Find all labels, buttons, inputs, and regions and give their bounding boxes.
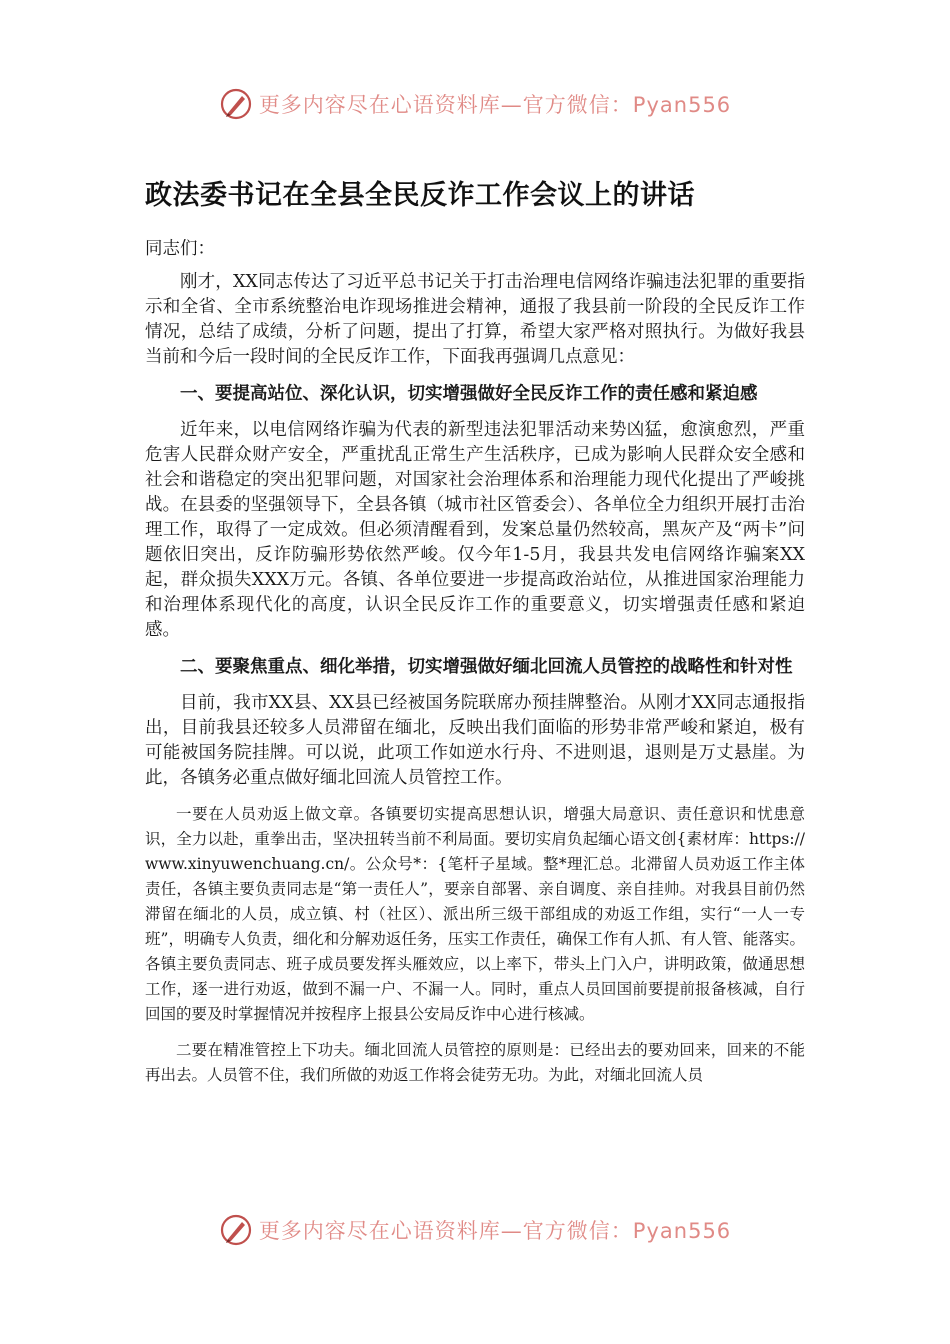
banner-text: 更多内容尽在心语资料库—官方微信：Pyan556 (258, 1219, 732, 1243)
point-2-paragraph: 二要在精准管控上下功夫。缅北回流人员管控的原则是：已经出去的要劝回来，回来的不能再出去。人员管不住，我们所做的劝返工作将会徒劳无功。为此，对缅北回流人员 (145, 1041, 805, 1084)
header-banner (0, 82, 950, 126)
section-heading-2: 二、要聚焦重点、细化举措，切实增强做好缅北回流人员管控的战略性和针对性 (180, 657, 793, 677)
salutation: 同志们： (145, 239, 215, 259)
footer-banner (0, 1208, 950, 1252)
banner-text: 更多内容尽在心语资料库—官方微信：Pyan556 (258, 93, 732, 117)
section-heading-1: 一、要提高站位、深化认识，切实增强做好全民反诈工作的责任感和紧迫感 (180, 384, 758, 404)
point-1-paragraph: 一要在人员劝返上做文章。各镇要切实提高思想认识，增强大局意识、责任意识和忧患意识，全力以赴，重拳出击，坚决扭转当前不利局面。要切实肩负起缅心语文创{素材库：https://www.xinyuwenchuang.cn/。公众号*：{笔杆子星域。整*理汇总。北滞留人员劝返工作主体责任，各镇主要负责同志是“第一责任人”，要亲自部署、亲自调度、亲自挂帅。对我县目前仍然滞留在缅北的人员，成立镇、村（社区）、派出所三级干部组成的劝返工作组，实行“一人一专班”，明确专人负责，细化和分解劝返任务，压实工作责任，确保工作有人抓、有人管、能落实。各镇主要负责同志、班子成员要发挥头雁效应，以上率下，带头上门入户，讲明政策，做通思想工作，逐一进行劝返，做到不漏一户、不漏一人。同时，重点人员回国前要提前报备核减，自行回国的要及时掌握情况并按程序上报县公安局反诈中心进行核减。 (145, 805, 805, 1023)
pen-logo-icon (219, 87, 253, 121)
section-1-paragraph: 近年来，以电信网络诈骗为代表的新型违法犯罪活动来势凶猛，愈演愈烈，严重危害人民群众财产安全，严重扰乱正常生产生活秩序，已成为影响人民群众安全感和社会和谐稳定的突出犯罪问题，对国家社会治理体系和治理能力现代化提出了严峻挑战。在县委的坚强领导下，全县各镇（城市社区管委会）、各单位全力组织开展打击治理工作，取得了一定成效。但必须清醒看到，发案总量仍然较高，黑灰产及“两卡”问题依旧突出，反诈防骗形势依然严峻。仅今年1-5月，我县共发电信网络诈骗案XX起，群众损失XXX万元。各镇、各单位要进一步提高政治站位，从推进国家治理能力和治理体系现代化的高度，认识全民反诈工作的重要意义，切实增强责任感和紧迫感。 (145, 420, 805, 640)
pen-logo-icon (219, 1213, 253, 1247)
document-title: 政法委书记在全县全民反诈工作会议上的讲话 (145, 180, 695, 211)
intro-paragraph: 刚才，XX同志传达了习近平总书记关于打击治理电信网络诈骗违法犯罪的重要指示和全省、全市系统整治电诈现场推进会精神，通报了我县前一阶段的全民反诈工作情况，总结了成绩，分析了问题，提出了打算，希望大家严格对照执行。为做好我县当前和今后一段时间的全民反诈工作，下面我再强调几点意见： (145, 272, 805, 367)
section-2-paragraph: 目前，我市XX县、XX县已经被国务院联席办预挂牌整治。从刚才XX同志通报指出，目前我县还较多人员滞留在缅北，反映出我们面临的形势非常严峻和紧迫，极有可能被国务院挂牌。可以说，此项工作如逆水行舟、不进则退，退则是万丈悬崖。为此，各镇务必重点做好缅北回流人员管控工作。 (145, 693, 805, 788)
document-body (145, 170, 805, 1099)
